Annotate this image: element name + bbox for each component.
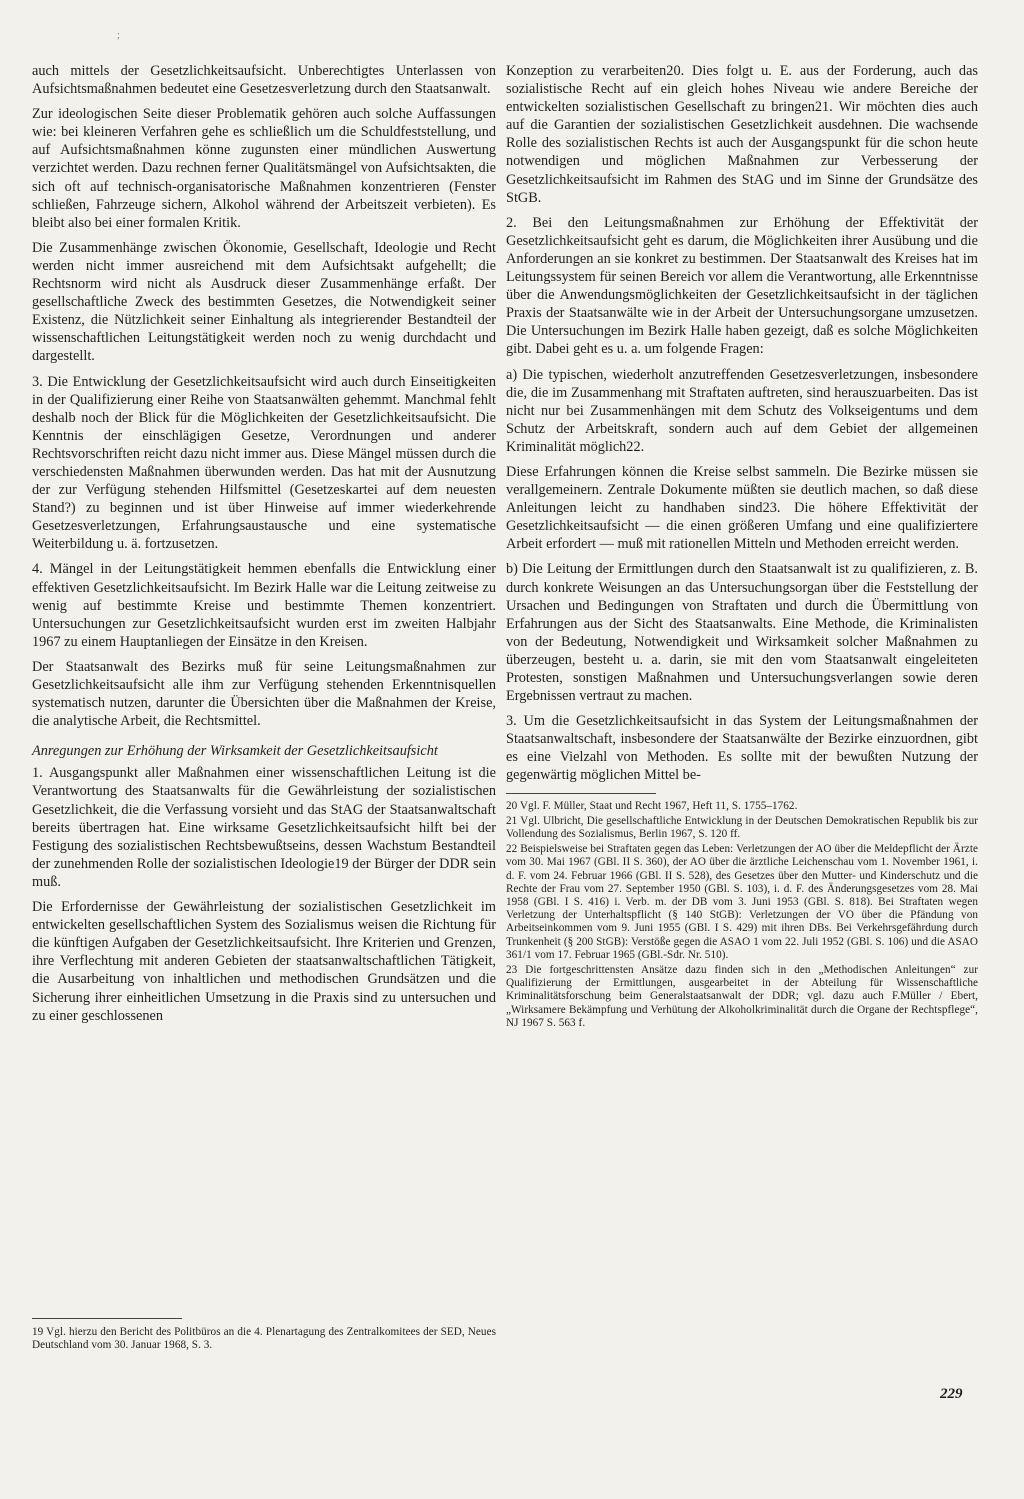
left-paragraph-1: auch mittels der Gesetzlichkeitsaufsicht. Unberechtigtes Unterlassen von Aufsichtsmaßnahmen bedeutet eine Gesetzesverletzung durch den Staatsanwalt.: [32, 63, 496, 98]
footnote-divider-left: [32, 1318, 182, 1319]
page-number: 229: [940, 1386, 963, 1402]
left-column: [32, 62, 496, 1032]
footnote-23: 23 Die fortgeschrittensten Ansätze dazu finden sich in den „Methodischen Anleitungen“ zur Qualifizierung der Ermittlungen, ausgearbeitet in der Abteilung für Wissenschaftliche Kriminalitätsforschung beim Generalstaatsanwalt der DDR; vgl. dazu auch F.Müller / Ebert, „Wirksamere Bekämpfung und Verhütung der Alkoholkriminalität durch die Organe der Rechtspflege“, NJ 1967 S. 563 f.: [506, 964, 978, 1029]
left-paragraph-5: 4. Mängel in der Leitungstätigkeit hemmen ebenfalls die Entwicklung einer effektiven Gesetzlichkeitsaufsicht. Im Bezirk Halle war die Leitung zeitweise zu wenig auf bestimmte Kreise und bestimmte Themen konzentriert. Untersuchungen zur Gesetzlichkeitsaufsicht wurden erst im zweiten Halbjahr 1967 zu einem Hauptanliegen der Einsätze in den Kreisen.: [32, 561, 496, 650]
left-paragraph-6: Der Staatsanwalt des Bezirks muß für seine Leitungsmaßnahmen zur Gesetzlichkeitsaufsicht alle ihm zur Verfügung stehenden Erkenntnisquellen systematisch nutzen, darunter die Übersichten über die Maßnahmen der Kreise, die analytische Arbeit, die Rechtsmittel.: [32, 658, 496, 730]
right-paragraph-4: Diese Erfahrungen können die Kreise selbst sammeln. Die Bezirke müssen sie verallgemeinern. Zentrale Dokumente müßten sie deutlich machen, so daß diese Anleitungen leicht zu handhaben sind23. Die höhere Effektivität der Gesetzlichkeitsaufsicht — die einen größeren Umfang und eine qualifiziertere Arbeit erfordert — muß mit rationellen Mitteln und Methoden erreicht werden.: [506, 463, 978, 553]
left-paragraph-3: Die Zusammenhänge zwischen Ökonomie, Gesellschaft, Ideologie und Recht werden nicht immer ausreichend mit dem Aufsichtsakt aufgehellt; die Rechtsnorm wird nicht als Ausdruck dieser Zusammenhänge erfaßt. Der gesellschaftliche Zweck des bestimmten Gesetzes, die Notwendigkeit seiner Existenz, die Nützlichkeit seiner Einhaltung als integrierender Bestandteil der wissenschaftlichen Leitungstätigkeit werden noch zu wenig durchdacht und dargestellt.: [32, 239, 496, 365]
left-paragraph-8: Die Erfordernisse der Gewährleistung der sozialistischen Gesetzlichkeit im entwickelten gesellschaftlichen System des Sozialismus weisen die Richtung für die künftigen Aufgaben der Gesetzlichkeitsaufsicht. Ihre Kriterien und Grenzen, ihre Verflechtung mit anderen Gebieten der staatsanwaltschaftlichen Tätigkeit, die Ausarbeitung von inhaltlichen und methodischen Grundsätzen und die Sicherung ihrer einheitlichen Umsetzung in die Praxis sind zu untersuchen und zu einer geschlossenen: [32, 899, 496, 1024]
section-heading: Anregungen zur Erhöhung der Wirksamkeit der Gesetzlichkeitsaufsicht: [32, 743, 438, 760]
footnote-divider-right: [506, 793, 656, 794]
left-paragraph-4: 3. Die Entwicklung der Gesetzlichkeitsaufsicht wird auch durch Einseitigkeiten in der Qualifizierung einer Reihe von Staatsanwälten gehemmt. Manchmal fehlt deshalb noch der Blick für die Möglichkeiten der Gesetzlichkeitsaufsicht. Die Kenntnis der einschlägigen Gesetze, Verordnungen und anderer Rechtsvorschriften reicht dazu nicht immer aus. Diese Mängel müssen durch die verschiedensten Maßnahmen überwunden werden. Das hat mit der Ausnutzung der zur Verfügung stehenden Hilfsmittel (Gesetzeskartei auf dem neuesten Stand?) zu beginnen und ist über Hinweise auf immer wiederkehrende Gesetzesverletzungen, Erfahrungsaustausche und eine systematische Weiterbildung u. ä. fortzusetzen.: [32, 373, 496, 553]
right-paragraph-1: Konzeption zu verarbeiten20. Dies folgt u. E. aus der Forderung, auch das sozialistische Recht auf ein gleich hohes Niveau wie andere Bereiche der entwickelten sozialistischen Gesellschaft zu bringen21. Wir möchten dies auch auf die Garantien der sozialistischen Gesetzlichkeit ausdehnen. Die wachsende Rolle des sozialistischen Rechts ist auch der Ausgangspunkt für die schon heute notwendigen und möglichen Maßnahmen zur Verbesserung der Gesetzlichkeitsaufsicht im Rahmen des StAG und im Sinne der Grundsätze des StGB.: [506, 63, 978, 206]
left-paragraph-7: 1. Ausgangspunkt aller Maßnahmen einer wissenschaftlichen Leitung ist die Verantwortung des Staatsanwalts für die Gewährleistung der sozialistischen Gesetzlichkeit, die die Verfassung vorsieht und das StAG der Staatsanwaltschaft bereits übertragen hat. Eine wirksame Gesetzlichkeitsaufsicht hilft bei der Festigung des sozialistischen Rechtsbewußtseins, dessen Wachstum Bestandteil der zunehmenden Rolle der sozialistischen Ideologie19 der Bürger der DDR sein muß.: [32, 765, 496, 890]
footnote-21: 21 Vgl. Ulbricht, Die gesellschaftliche Entwicklung in der Deutschen Demokratischen Republik bis zur Vollendung des Sozialismus, Berlin 1967, S. 120 ff.: [506, 814, 978, 840]
footnote-19: 19 Vgl. hierzu den Bericht des Politbüros an die 4. Plenartagung des Zentralkomitees der SED, Neues Deutschland vom 30. Januar 1968, S. 3.: [32, 1326, 496, 1352]
right-paragraph-2: 2. Bei den Leitungsmaßnahmen zur Erhöhung der Effektivität der Gesetzlichkeitsaufsicht geht es darum, die Möglichkeiten ihrer Ausübung und die Anforderungen an sie konkret zu bestimmen. Der Staatsanwalt des Kreises hat im Leitungssystem für seinen Bereich vor allem die Verantwortung, alle Erkenntnisse über die Anwendungsmöglichkeiten der Gesetzlichkeitsaufsicht in der täglichen Praxis der Staatsanwälte wie in der Arbeit der Untersuchungsorgane umzusetzen. Die Untersuchungen im Bezirk Halle haben gezeigt, daß es solche Möglichkeiten gibt. Dabei geht es u. a. um folgende Fragen:: [506, 214, 978, 358]
right-paragraph-3: a) Die typischen, wiederholt anzutreffenden Gesetzesverletzungen, insbesondere die, die im Zusammenhang mit Straftaten auftreten, sind herauszuarbeiten. Das ist nicht nur bei Zusammenhängen mit dem Schutz des Volkseigentums und dem Schutz der Arbeitskraft, sondern auch auf dem Gebiet der allgemeinen Kriminalität möglich22.: [506, 366, 978, 455]
right-column: [506, 62, 978, 1032]
scan-mark: ;: [117, 30, 120, 41]
footnote-22: 22 Beispielsweise bei Straftaten gegen das Leben: Verletzungen der AO über die Meldepflicht der Ärzte vom 30. Mai 1967 (GBl. II S. 360), der AO über die ärztliche Leichenschau vom 1. November 1961, i. d. F. vom 24. Februar 1966 (GBl. II S. 528), des Gesetzes über den Mutter- und Kinderschutz und die Rechte der Frau vom 27. September 1950 (GBl. S. 103), i. d. F. des Änderungsgesetzes vom 28. Mai 1958 (GBl. I S. 416) i. Verb. m. der DB vom 3. Juni 1953 (GBl. S. 818). Bei Straftaten wegen Verletzung der Unterhaltspflicht (§ 140 StGB): Verletzungen der VO über die Pfändung von Arbeitseinkommen vom 9. Juni 1955 (GBl. I S. 429) mit ihren DBs. Bei Verkehrsgefährdung durch Trunkenheit (§ 200 StGB): Verstöße gegen die ASAO 1 vom 22. Juli 1952 (GBl. S. 106) und die ASAO 361/1 vom 17. Februar 1965 (GBl.-Sdr. Nr. 510).: [506, 843, 978, 961]
left-footnotes: [32, 1326, 496, 1354]
right-paragraph-5: b) Die Leitung der Ermittlungen durch den Staatsanwalt ist zu qualifizieren, z. B. durch konkrete Weisungen an das Untersuchungsorgan über die Feststellung der Ursachen und Bedingungen von Straftaten und durch die Übermittlung von Erfahrungen aus der Sicht des Staatsanwalts. Eine Methode, die Kriminalisten von der Bedeutung, Notwendigkeit und Wirksamkeit solcher Maßnahmen zu überzeugen, besteht u. a. darin, sie mit den vom Staatsanwalt eingeleiteten Protesten, sonstigen Maßnahmen und Untersuchungsverlangen sowie deren Ergebnissen vertraut zu machen.: [506, 561, 978, 705]
right-paragraph-6: 3. Um die Gesetzlichkeitsaufsicht in das System der Leitungsmaßnahmen der Staatsanwaltschaft, insbesondere der Staatsanwälte der Bezirke einzuordnen, gibt es eine Vielzahl von Methoden. Es sollte mit der bewußten Nutzung der gegenwärtig möglichen Mittel be-: [506, 713, 978, 784]
left-paragraph-2: Zur ideologischen Seite dieser Problematik gehören auch solche Auffassungen wie: bei kleineren Verfahren gehe es schließlich um die Schuldfeststellung, und auf Aufsichtsmaßnahmen könne zugunsten einer mündlichen Auswertung verzichtet werden. Dazu rechnen ferner Qualitätsmängel von Aufsichtsakten, die sich oft auf technisch-organisatorische Maßnahmen konzentrieren (Fenster schließen, Fahrzeuge sichern, Alkohol während der Arbeitszeit verbieten). Es bleibt also bei einer formalen Kritik.: [32, 106, 496, 231]
footnote-20: 20 Vgl. F. Müller, Staat und Recht 1967, Heft 11, S. 1755–1762.: [506, 799, 798, 812]
